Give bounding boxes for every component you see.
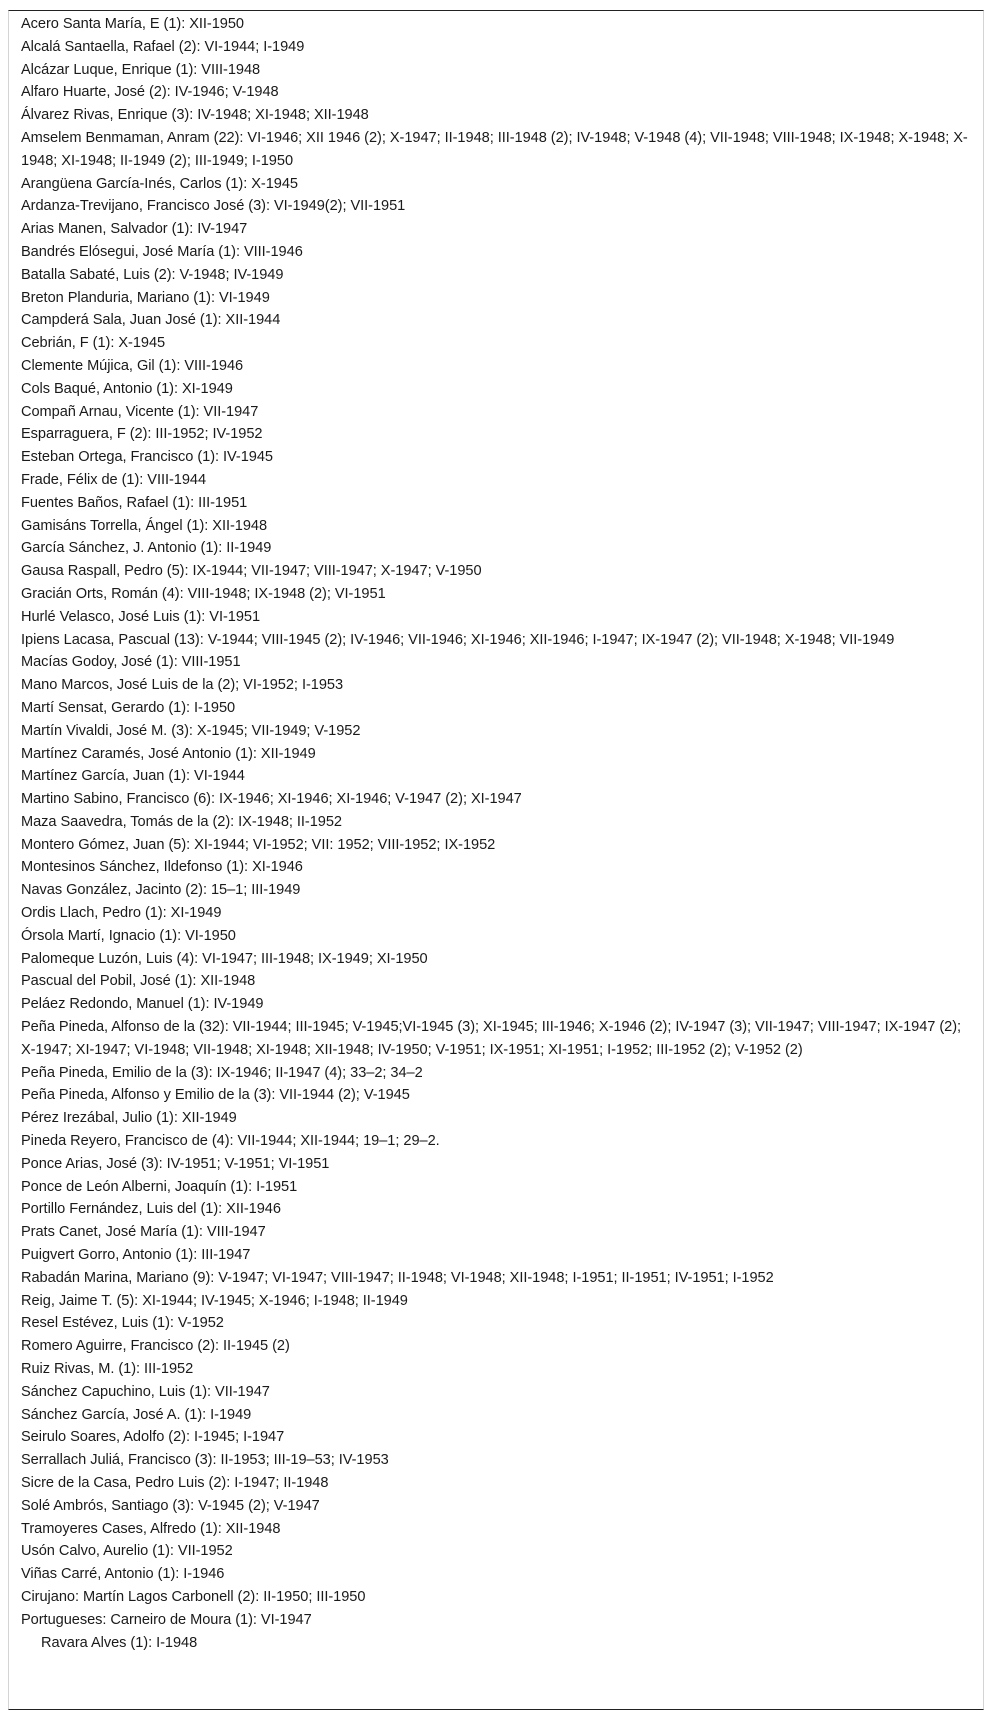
author-entry: Solé Ambrós, Santiago (3): V-1945 (2); V-1947 bbox=[21, 1497, 320, 1514]
author-entry: Esparraguera, F (2): III-1952; IV-1952 bbox=[21, 426, 263, 443]
author-entry: Campderá Sala, Juan José (1): XII-1944 bbox=[21, 312, 281, 329]
author-entry: Peña Pineda, Alfonso y Emilio de la (3): VII-1944 (2); V-1945 bbox=[21, 1087, 410, 1104]
author-entry: Clemente Mújica, Gil (1): VIII-1946 bbox=[21, 357, 244, 374]
author-entry: Sánchez Capuchino, Luis (1): VII-1947 bbox=[21, 1383, 270, 1400]
author-entry: Amselem Benmaman, Anram (22): VI-1946; XII 1946 (2); X-1947; II-1948; III-1948 (2); IV-1948; V-1948 (4); VII-1948; VIII-1948; IX-1948; X-1948; X-1948; XI-1948; II-1949 (2); III-1949; I-1950 bbox=[21, 129, 968, 169]
author-entry: Frade, Félix de (1): VIII-1944 bbox=[21, 471, 207, 488]
author-entry: Pineda Reyero, Francisco de (4): VII-1944; XII-1944; 19–1; 29–2. bbox=[21, 1133, 440, 1150]
author-entry: Cirujano: Martín Lagos Carbonell (2): II-1950; III-1950 bbox=[21, 1588, 366, 1605]
author-entry: Mano Marcos, José Luis de la (2); VI-1952; I-1953 bbox=[21, 677, 344, 694]
author-entry: Órsola Martí, Ignacio (1): VI-1950 bbox=[21, 927, 236, 944]
author-entry: Palomeque Luzón, Luis (4): VI-1947; III-1948; IX-1949; XI-1950 bbox=[21, 950, 428, 967]
author-entry: Resel Estévez, Luis (1): V-1952 bbox=[21, 1315, 224, 1332]
author-entry: Peña Pineda, Alfonso de la (32): VII-1944; III-1945; V-1945;VI-1945 (3); XI-1945; III-1946; X-1946 (2); IV-1947 (3); VII-1947; VIII-1947; IX-1947 (2); X-1947; XI-1947; VI-1948; VII-1948; XI-1948; XII-1948; IV-1950; V-1951; IX-1951; XI-1951; I-1952; III-1952 (2); V-1952 (2) bbox=[21, 1019, 962, 1058]
author-entry: Ponce Arias, José (3): IV-1951; V-1951; VI-1951 bbox=[21, 1155, 330, 1172]
author-entry: Sicre de la Casa, Pedro Luis (2): I-1947; II-1948 bbox=[21, 1475, 329, 1491]
author-entry: Bandrés Elósegui, José María (1): VIII-1946 bbox=[21, 243, 303, 260]
author-entry: Martino Sabino, Francisco (6): IX-1946; XI-1946; XI-1946; V-1947 (2); XI-1947 bbox=[21, 791, 522, 808]
author-entry: Batalla Sabaté, Luis (2): V-1948; IV-1949 bbox=[21, 266, 284, 283]
entry-list bbox=[9, 11, 983, 1654]
author-entry: Ruiz Rivas, M. (1): III-1952 bbox=[21, 1361, 194, 1378]
author-entry: Arangüena García-Inés, Carlos (1): X-1945 bbox=[21, 175, 298, 192]
author-entry: Usón Calvo, Aurelio (1): VII-1952 bbox=[21, 1543, 233, 1560]
author-index-table bbox=[8, 10, 984, 1710]
author-entry: Peña Pineda, Emilio de la (3): IX-1946; II-1947 (4); 33–2; 34–2 bbox=[21, 1064, 423, 1081]
author-entry: Alcalá Santaella, Rafael (2): VI-1944; I-1949 bbox=[21, 38, 305, 55]
author-entry: Hurlé Velasco, José Luis (1): VI-1951 bbox=[21, 608, 261, 625]
author-entry: Peláez Redondo, Manuel (1): IV-1949 bbox=[21, 996, 264, 1013]
author-entry: Montero Gómez, Juan (5): XI-1944; VI-1952; VII: 1952; VIII-1952; IX-1952 bbox=[21, 836, 496, 853]
author-entry: Viñas Carré, Antonio (1): I-1946 bbox=[21, 1566, 225, 1583]
author-entry: Romero Aguirre, Francisco (2): II-1945 (2) bbox=[21, 1338, 290, 1355]
author-entry: Gracián Orts, Román (4): VIII-1948; IX-1948 (2); VI-1951 bbox=[21, 585, 386, 602]
author-entry: Sánchez García, José A. (1): I-1949 bbox=[21, 1406, 252, 1423]
author-entry: Fuentes Baños, Rafael (1): III-1951 bbox=[21, 494, 248, 511]
author-entry: Portillo Fernández, Luis del (1): XII-1946 bbox=[21, 1201, 281, 1218]
author-entry: Cebrián, F (1): X-1945 bbox=[21, 335, 166, 352]
author-entry: García Sánchez, J. Antonio (1): II-1949 bbox=[21, 540, 272, 557]
author-entry: Maza Saavedra, Tomás de la (2): IX-1948; II-1952 bbox=[21, 813, 342, 830]
author-entry: Seirulo Soares, Adolfo (2): I-1945; I-1947 bbox=[21, 1429, 285, 1446]
author-entry: Pérez Irezábal, Julio (1): XII-1949 bbox=[21, 1110, 237, 1127]
author-entry: Portugueses: Carneiro de Moura (1): VI-1947 bbox=[21, 1611, 312, 1628]
author-entry: Acero Santa María, E (1): XII-1950 bbox=[21, 16, 244, 32]
author-entry: Breton Planduria, Mariano (1): VI-1949 bbox=[21, 289, 270, 306]
author-entry: Pascual del Pobil, José (1): XII-1948 bbox=[21, 973, 256, 990]
author-entry: Tramoyeres Cases, Alfredo (1): XII-1948 bbox=[21, 1520, 281, 1537]
author-entry: Ardanza-Trevijano, Francisco José (3): VI-1949(2); VII-1951 bbox=[21, 198, 406, 215]
author-entry: Martín Vivaldi, José M. (3): X-1945; VII-1949; V-1952 bbox=[21, 722, 361, 739]
author-entry: Alcázar Luque, Enrique (1): VIII-1948 bbox=[21, 61, 261, 78]
author-entry: Arias Manen, Salvador (1): IV-1947 bbox=[21, 221, 248, 238]
author-entry: Martínez Caramés, José Antonio (1): XII-1949 bbox=[21, 745, 316, 762]
author-entry: Macías Godoy, José (1): VIII-1951 bbox=[21, 654, 241, 671]
author-entry: Álvarez Rivas, Enrique (3): IV-1948; XI-1948; XII-1948 bbox=[21, 107, 369, 124]
author-entry: Martí Sensat, Gerardo (1): I-1950 bbox=[21, 699, 236, 716]
author-entry: Ipiens Lacasa, Pascual (13): V-1944; VIII-1945 (2); IV-1946; VII-1946; XI-1946; XII-1946; I-1947; IX-1947 (2); VII-1948; X-1948; VII-1949 bbox=[21, 631, 895, 648]
author-entry: Esteban Ortega, Francisco (1): IV-1945 bbox=[21, 449, 273, 466]
author-entry: Ordis Llach, Pedro (1): XI-1949 bbox=[21, 905, 222, 922]
author-entry: Ponce de León Alberni, Joaquín (1): I-1951 bbox=[21, 1178, 298, 1195]
author-entry: Navas González, Jacinto (2): 15–1; III-1949 bbox=[21, 882, 301, 899]
author-entry: Prats Canet, José María (1): VIII-1947 bbox=[21, 1224, 266, 1241]
author-entry: Ravara Alves (1): I-1948 bbox=[41, 1634, 198, 1651]
author-entry: Gamisáns Torrella, Ángel (1): XII-1948 bbox=[21, 517, 268, 534]
author-entry: Reig, Jaime T. (5): XI-1944; IV-1945; X-1946; I-1948; II-1949 bbox=[21, 1292, 408, 1309]
author-entry: Cols Baqué, Antonio (1): XI-1949 bbox=[21, 380, 233, 397]
author-entry: Puigvert Gorro, Antonio (1): III-1947 bbox=[21, 1247, 251, 1264]
author-entry: Compañ Arnau, Vicente (1): VII-1947 bbox=[21, 403, 259, 420]
author-entry: Rabadán Marina, Mariano (9): V-1947; VI-1947; VIII-1947; II-1948; VI-1948; XII-1948; I-1951; II-1951; IV-1951; I-1952 bbox=[21, 1269, 774, 1286]
author-entry: Montesinos Sánchez, Ildefonso (1): XI-1946 bbox=[21, 859, 303, 876]
author-entry: Alfaro Huarte, José (2): IV-1946; V-1948 bbox=[21, 84, 279, 101]
author-entry: Martínez García, Juan (1): VI-1944 bbox=[21, 768, 245, 785]
author-entry: Serrallach Juliá, Francisco (3): II-1953; III-19–53; IV-1953 bbox=[21, 1452, 389, 1469]
author-entry: Gausa Raspall, Pedro (5): IX-1944; VII-1947; VIII-1947; X-1947; V-1950 bbox=[21, 563, 482, 580]
